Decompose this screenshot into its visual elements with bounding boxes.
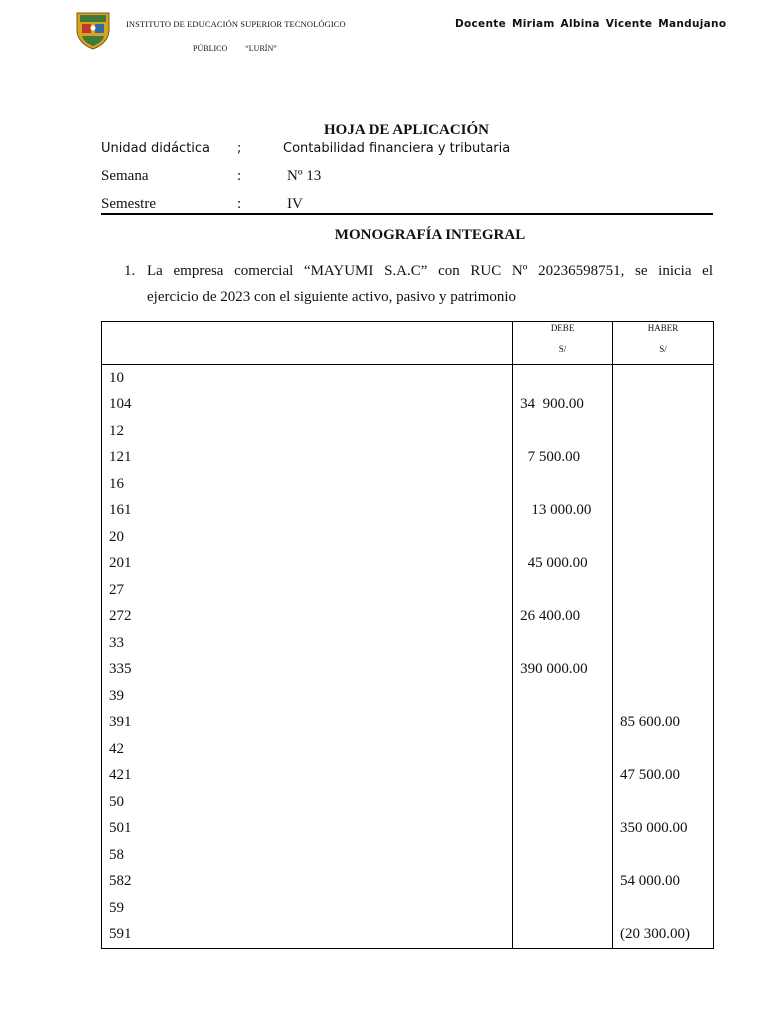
account-code-cell: 591 xyxy=(102,922,513,949)
haber-amount-cell xyxy=(613,471,714,498)
table-row xyxy=(102,869,714,896)
debe-amount-cell xyxy=(513,471,613,498)
haber-amount-cell: 47 500.00 xyxy=(613,763,714,790)
debe-amount-cell xyxy=(513,630,613,657)
haber-amount-cell xyxy=(613,895,714,922)
account-code-cell: 272 xyxy=(102,604,513,631)
table-row xyxy=(102,816,714,843)
debe-amount-cell: 26 400.00 xyxy=(513,604,613,631)
account-code-cell: 33 xyxy=(102,630,513,657)
table-header-row xyxy=(102,322,714,365)
haber-amount-cell xyxy=(613,365,714,392)
debe-amount-cell xyxy=(513,922,613,949)
haber-amount-cell xyxy=(613,392,714,419)
account-code-cell: 391 xyxy=(102,710,513,737)
meta-value: Nº 13 xyxy=(287,168,322,184)
haber-amount-cell xyxy=(613,418,714,445)
account-code-cell: 39 xyxy=(102,683,513,710)
haber-amount-cell xyxy=(613,445,714,472)
table-row xyxy=(102,895,714,922)
account-code-cell: 201 xyxy=(102,551,513,578)
account-code-cell: 16 xyxy=(102,471,513,498)
shield-icon xyxy=(74,10,112,50)
meta-label: Semestre xyxy=(101,196,156,212)
table-row xyxy=(102,630,714,657)
debe-amount-cell xyxy=(513,736,613,763)
table-row xyxy=(102,604,714,631)
haber-amount-cell xyxy=(613,524,714,551)
account-code-cell: 42 xyxy=(102,736,513,763)
haber-amount-cell xyxy=(613,498,714,525)
haber-amount-cell: 85 600.00 xyxy=(613,710,714,737)
table-row xyxy=(102,710,714,737)
opening-balance-table xyxy=(101,321,714,949)
table-row xyxy=(102,842,714,869)
haber-amount-cell xyxy=(613,842,714,869)
table-body xyxy=(102,365,714,949)
debe-amount-cell xyxy=(513,710,613,737)
institution-location: “LURÍN” xyxy=(245,44,277,53)
meta-value: Contabilidad financiera y tributaria xyxy=(283,141,511,156)
debe-column-header xyxy=(513,322,613,365)
institution-name: INSTITUTO DE EDUCACIÓN SUPERIOR TECNOLÓGICO xyxy=(126,19,346,29)
debe-amount-cell xyxy=(513,365,613,392)
table-row xyxy=(102,471,714,498)
haber-amount-cell: 350 000.00 xyxy=(613,816,714,843)
account-code-cell: 121 xyxy=(102,445,513,472)
document-title: HOJA DE APLICACIÓN xyxy=(323,122,490,138)
table-row xyxy=(102,392,714,419)
account-code-cell: 27 xyxy=(102,577,513,604)
debe-amount-cell: 34 900.00 xyxy=(513,392,613,419)
debe-amount-cell xyxy=(513,816,613,843)
haber-currency-label: S/ xyxy=(659,344,667,354)
table-row xyxy=(102,365,714,392)
account-code-cell: 501 xyxy=(102,816,513,843)
account-code-cell: 582 xyxy=(102,869,513,896)
debe-amount-cell: 13 000.00 xyxy=(513,498,613,525)
account-code-cell: 59 xyxy=(102,895,513,922)
table-row xyxy=(102,736,714,763)
debe-amount-cell: 45 000.00 xyxy=(513,551,613,578)
haber-amount-cell xyxy=(613,657,714,684)
debe-amount-cell xyxy=(513,842,613,869)
section-subtitle: MONOGRAFÍA INTEGRAL xyxy=(334,227,526,243)
table-row xyxy=(102,789,714,816)
exercise-number: 1. xyxy=(124,263,136,279)
debe-currency-label: S/ xyxy=(558,344,567,354)
institution-logo xyxy=(74,10,112,50)
haber-amount-cell: 54 000.00 xyxy=(613,869,714,896)
debe-amount-cell xyxy=(513,683,613,710)
debe-amount-cell xyxy=(513,577,613,604)
account-code-cell: 20 xyxy=(102,524,513,551)
debe-amount-cell xyxy=(513,869,613,896)
debe-amount-cell xyxy=(513,418,613,445)
account-code-cell: 421 xyxy=(102,763,513,790)
debe-amount-cell xyxy=(513,789,613,816)
debe-amount-cell xyxy=(513,895,613,922)
haber-amount-cell xyxy=(613,604,714,631)
table-row xyxy=(102,683,714,710)
table-row xyxy=(102,577,714,604)
haber-amount-cell xyxy=(613,630,714,657)
meta-label: Semana xyxy=(101,168,149,184)
table-row xyxy=(102,445,714,472)
debe-header-label: DEBE xyxy=(550,323,575,333)
account-column-header xyxy=(102,322,513,365)
exercise-text-line: La empresa comercial “MAYUMI S.A.C” con RUC Nº 20236598751, se inicia el xyxy=(147,263,713,279)
table-row xyxy=(102,524,714,551)
haber-amount-cell xyxy=(613,683,714,710)
meta-value: IV xyxy=(287,196,303,212)
exercise-text-line: ejercicio de 2023 con el siguiente activo, pasivo y patrimonio xyxy=(147,289,517,305)
institution-type-label: PÚBLICO xyxy=(193,44,228,53)
haber-amount-cell xyxy=(613,551,714,578)
meta-label: Unidad didáctica xyxy=(101,141,211,156)
header-divider xyxy=(101,213,713,215)
haber-amount-cell xyxy=(613,736,714,763)
account-code-cell: 12 xyxy=(102,418,513,445)
table-row xyxy=(102,418,714,445)
account-code-cell: 104 xyxy=(102,392,513,419)
institution-type xyxy=(193,44,277,53)
meta-separator: : xyxy=(237,196,242,212)
debe-amount-cell xyxy=(513,763,613,790)
account-code-cell: 58 xyxy=(102,842,513,869)
debe-amount-cell xyxy=(513,524,613,551)
meta-separator: ; xyxy=(237,141,242,156)
debe-amount-cell: 7 500.00 xyxy=(513,445,613,472)
account-code-cell: 161 xyxy=(102,498,513,525)
account-code-cell: 50 xyxy=(102,789,513,816)
haber-amount-cell: (20 300.00) xyxy=(613,922,714,949)
account-code-cell: 10 xyxy=(102,365,513,392)
debe-amount-cell: 390 000.00 xyxy=(513,657,613,684)
teacher-name: Docente Miriam Albina Vicente Mandujano xyxy=(455,18,727,30)
exercise-text xyxy=(147,258,713,310)
haber-amount-cell xyxy=(613,577,714,604)
meta-separator: : xyxy=(237,168,242,184)
table-row xyxy=(102,763,714,790)
haber-header-label: HABER xyxy=(647,323,679,333)
table-row xyxy=(102,551,714,578)
haber-amount-cell xyxy=(613,789,714,816)
table-row xyxy=(102,657,714,684)
table-row xyxy=(102,498,714,525)
account-code-cell: 335 xyxy=(102,657,513,684)
table-row xyxy=(102,922,714,949)
haber-column-header xyxy=(613,322,714,365)
